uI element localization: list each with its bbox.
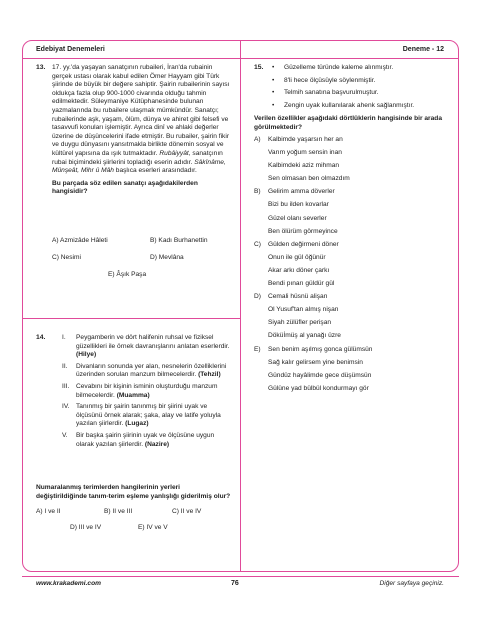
q13-option-d[interactable]: D) Mevlâna [150,254,184,261]
q15-number: 15. [254,64,264,71]
column-divider [240,40,241,572]
poem-line: Cemali hüsnü alişan [268,293,328,301]
q14-item-5-text: Bir başka şairin şiirinin uyak ve ölçüsüne uygun olarak yazılan şiirlerdir. [76,431,215,448]
q14-body [62,334,232,452]
q15-option-d[interactable] [254,293,450,341]
q14-option-d[interactable]: D) III ve IV [70,524,102,531]
q14-item-1 [62,334,232,360]
q14-item-1-text: Peygamberin ve dört halifenin ruhsal ve fiziksel güzellikleri ile örnek davranışlarını anlatan eserlerdir. [76,334,230,350]
q14-item-5-term: (Nazire) [144,440,170,448]
q14-option-b[interactable]: B) II ve III [104,508,133,515]
poem-line: Gelirim amma döverler [268,188,335,196]
q13-question: Bu parçada söz edilen sanatçı aşağıdakilerden hangisidir? [52,179,198,196]
q14-items [62,334,232,449]
q15-option-c[interactable] [254,241,450,289]
q15-poems [254,136,450,398]
q15-option-e[interactable] [254,346,450,394]
q15-option-a-letter: A) [254,136,261,143]
q14-item-2 [62,363,232,380]
poem-line: Sen benim aşılmış gonca gülümsün [268,345,373,353]
q14-item-4-text: Tanınmış bir şairin tanınmış bir şiirini uyak ve ölçüsünü örnek alarak; şaka, alay ve latife yoluyla yazılan şiirlerdir. [76,403,221,428]
q13-italic-work: Rubâiyyât, [159,149,191,157]
poem-line: Sağ kalır gelirsem yine benimsin [268,358,363,366]
q14-option-a[interactable]: A) I ve II [36,508,61,515]
q14-number: 14. [36,334,46,341]
q15-option-c-letter: C) [254,240,261,248]
q14-item-5 [62,432,232,449]
q13-option-a[interactable]: A) Azmizâde Hâleti [52,237,108,244]
footer-website: www.krakademi.com [36,580,101,587]
q14-option-e[interactable]: E) IV ve V [138,524,168,531]
q13-option-c[interactable]: C) Nesimi [52,254,81,261]
q15-option-b[interactable] [254,188,450,236]
q13-paragraph-tail: sanatçının rubai biçimindeki şiirlerini topladığı eserin adıdır. [52,149,223,166]
q14-item-1-term: (Hilye) [76,351,97,359]
poem-line: Ben ölürüm görmeyince [268,227,338,235]
q14-item-4-numeral: IV. [62,403,70,411]
poem-line: Gündüz hayâlimde gece düşümsün [268,371,372,379]
poem-line: Akar arkı döner çarkı [268,266,330,274]
poem-line: Kalbimde yaşarsın her an [268,136,343,143]
page-number: 76 [231,580,239,587]
q15-option-d-letter: D) [254,293,261,301]
q14-option-c[interactable]: C) II ve IV [172,508,202,515]
poem-line: Döküİmüş al yanağı üzre [268,332,341,340]
poem-line: Siyah zülüfler perişan [268,319,332,327]
q13-paragraph-end: başlıca eserleri arasındadır. [115,167,197,175]
q14-item-3-text: Cevabını bir kişinin isminin oluşturduğu manzum bilmecelerdir. [76,382,218,399]
q13-option-e[interactable]: E) Âşık Paşa [108,271,147,278]
q14-item-2-term: (Tehzil) [198,371,221,379]
q14-item-3 [62,383,232,400]
q14-item-1-numeral: I. [62,334,66,341]
header-right-title: Deneme - 12 [402,46,444,53]
poem-line: Onun ile gül öğünür [268,253,326,261]
poem-line: Bizi bu ilden kovarlar [268,201,329,209]
header-line [22,58,459,59]
poem-line: Güzel olanı severler [268,214,327,222]
q15-bullet-3: • Telmih sanatına başvurulmuştur. [272,89,448,98]
poem-line: Gülüne yad bülbül kondurmayı gör [268,384,369,392]
q15-bullets-wrap [272,64,448,114]
q14-item-2-text: Divanların sonunda yer alan, nesnelerin özelliklerini üzerinden sorulan manzum bilmecelerdir. [76,362,227,379]
q15-option-a[interactable] [254,136,450,184]
q13-option-b[interactable]: B) Kadı Burhanettin [150,237,208,244]
poem-line: Varım yoğum sensin inan [268,149,342,157]
poem-line: Sen olmasan ben olmazdım [268,175,350,183]
poem-line: Kalbimdeki aziz mihman [268,162,340,170]
q15-option-e-letter: E) [254,345,261,353]
q14-item-5-numeral: V. [62,431,68,439]
q15-option-b-letter: B) [254,188,261,196]
q15-question: Verilen özellikler aşağıdaki dörtlüklerin hangisinde bir arada görülmektedir? [254,115,442,131]
q14-item-2-numeral: II. [62,362,68,370]
q15-bullet-2: • 8'li hece ölçüsüyle söylenmiştir. [272,77,448,86]
q13-italic-works: Sâkînâme, Münşeât, Mihr ü Mâh [52,158,226,175]
q14-item-4-term: (Lugaz) [125,420,149,428]
poem-line: Gülden değirmeni döner [268,240,339,248]
q13-paragraph [52,64,232,176]
question-separator [22,318,240,319]
q14-item-3-numeral: III. [62,382,70,390]
q15-bullet-1: • Güzelleme türünde kaleme alınmıştır. [272,64,448,73]
q14-item-4 [62,403,232,429]
footer-line [22,576,459,577]
footer-next-page: Diğer sayfaya geçiniz. [379,580,444,587]
poem-line: Ol Yusuf'tan almış nişan [268,306,339,314]
q13-number: 13. [36,64,46,71]
q15-bullet-4: • Zengin uyak kullanılarak ahenk sağlanmıştır. [272,102,448,111]
q14-question: Numaralanmış terimlerden hangilerinin yerleri değiştirildiğinde tanım-terim eşleme yanlışlığı giderilmiş olur? [36,484,231,500]
q13-body [52,64,232,197]
q15-bullets [272,64,448,110]
q13-paragraph-text: 17. yy.'da yaşayan sanatçının rubaileri, İran'da rubainin gerçek ustası olarak kabul edilen Ömer Hayyam gibi Türk şiirinde de büyük bir değere sahiptir. Şairin rubailerinin sayısı oldukça fazla olup 900-1000 civarında olduğu tahmin edilmektedir. Süleymaniye Kütüphanesinde bulunan yazmalarında bu rubailere ulaşmak mümkündür. Sanatçı; rubailerinde aşk, yaşam, ölüm, dünya ve ahiret gibi felsefi ve tasavvufi konuları işlemiştir. Ayrıca dinî ve ahlaki değerler üzerine de düşüncelerini ifade etmiştir. Bu rubailer, şairin fikir ve duygu dünyasını yansıtmakla birlikte dönemin sosyal ve kültürel yapısına da ışık tutmaktadır. [52,64,230,157]
poem-line: Bendi pınarı güldür gül [268,280,335,288]
header-left-title: Edebiyat Denemeleri [36,46,105,53]
q14-item-3-term: (Muamma) [116,391,150,399]
